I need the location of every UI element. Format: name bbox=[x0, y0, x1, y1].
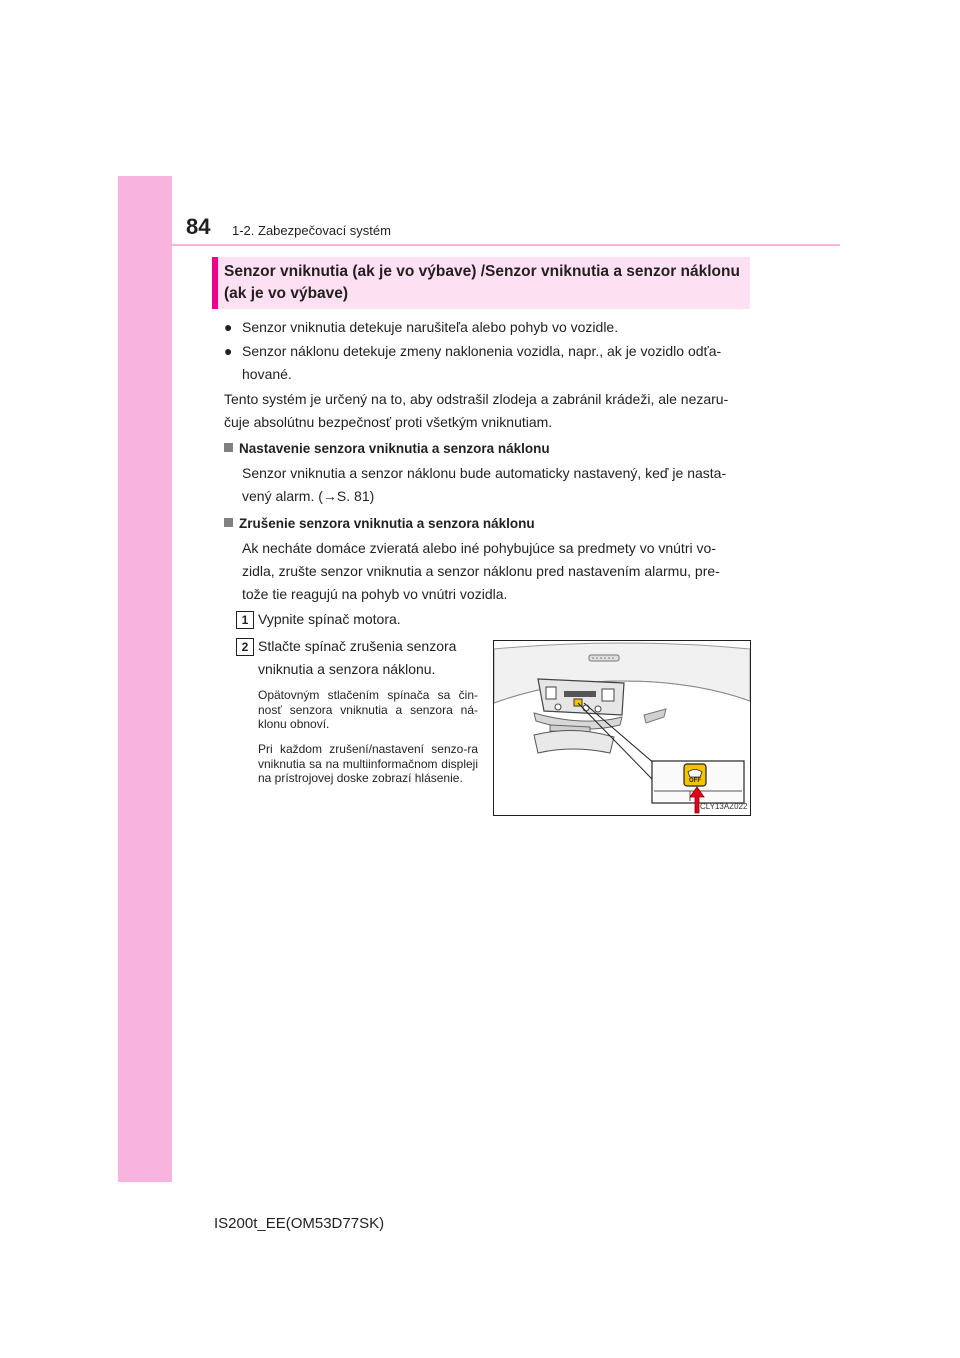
side-tab-strip bbox=[118, 176, 172, 1182]
section-accent-bar bbox=[212, 257, 218, 309]
illustration-code: CLY13AZ022 bbox=[700, 802, 748, 811]
page-number: 84 bbox=[186, 214, 211, 239]
subheading-cancel-text: Zrušenie senzora vniknutia a senzora náklonu bbox=[239, 516, 535, 531]
step-text: vniknutia a senzora náklonu. bbox=[258, 661, 436, 677]
footer-code: IS200t_EE(OM53D77SK) bbox=[214, 1215, 385, 1232]
step-note: Opätovným stlačením spínača sa čin-nosť senzora vniknutia a senzora ná-klonu obnoví. bbox=[258, 688, 478, 731]
step-text: Stlačte spínač zrušenia senzora bbox=[258, 638, 457, 654]
bullet-text: Senzor náklonu detekuje zmeny naklonenia vozidla, napr., ak je vozidlo odťa- bbox=[242, 343, 722, 359]
bullet-dot-icon: ● bbox=[224, 343, 233, 359]
intro-line: Tento systém je určený na to, aby odstrašil zlodeja a zabránil krádeži, ale nezaru- bbox=[224, 391, 729, 407]
square-bullet-icon bbox=[224, 518, 233, 527]
step-text: Vypnite spínač motora. bbox=[258, 611, 401, 627]
subheading-cancel bbox=[224, 512, 535, 535]
setting-text: vený alarm. (→S. 81) bbox=[242, 488, 375, 504]
running-head: 1-2. Zabezpečovací systém bbox=[232, 223, 391, 238]
intro-line: čuje absolútnu bezpečnosť proti všetkým vniknutiam. bbox=[224, 414, 553, 430]
square-bullet-icon bbox=[224, 443, 233, 452]
cancel-text: zidla, zrušte senzor vniknutia a senzor náklonu pred nastavením alarmu, pre- bbox=[242, 563, 720, 579]
section-title: Senzor vniknutia (ak je vo výbave) /Senzor vniknutia a senzor náklonu (ak je vo výbave) bbox=[224, 263, 740, 302]
bullet-text: Senzor vniknutia detekuje narušiteľa alebo pohyb vo vozidle. bbox=[242, 319, 619, 335]
header-rule bbox=[172, 244, 840, 246]
bullet-dot-icon: ● bbox=[224, 319, 233, 335]
step-number: 1 bbox=[236, 611, 254, 629]
setting-text: Senzor vniknutia a senzor náklonu bude automaticky nastavený, keď je nasta- bbox=[242, 465, 727, 481]
off-button-label: OFF bbox=[689, 778, 701, 784]
subheading-setting bbox=[224, 437, 550, 460]
bullet-text-continued: hované. bbox=[242, 366, 292, 382]
overhead-console-illustration bbox=[493, 640, 751, 816]
subheading-setting-text: Nastavenie senzora vniknutia a senzora náklonu bbox=[239, 441, 550, 456]
section-heading-box bbox=[212, 257, 750, 309]
cancel-text: tože tie reagujú na pohyb vo vnútri vozidla. bbox=[242, 586, 508, 602]
step-note: Pri každom zrušení/nastavení senzo-ra vniknutia sa na multiinformačnom displeji na prístrojovej doske zobrazí hlásenie. bbox=[258, 742, 478, 785]
cancel-text: Ak necháte domáce zvieratá alebo iné pohybujúce sa predmety vo vnútri vo- bbox=[242, 540, 716, 556]
step-number: 2 bbox=[236, 638, 254, 656]
console-drawing bbox=[494, 641, 750, 815]
